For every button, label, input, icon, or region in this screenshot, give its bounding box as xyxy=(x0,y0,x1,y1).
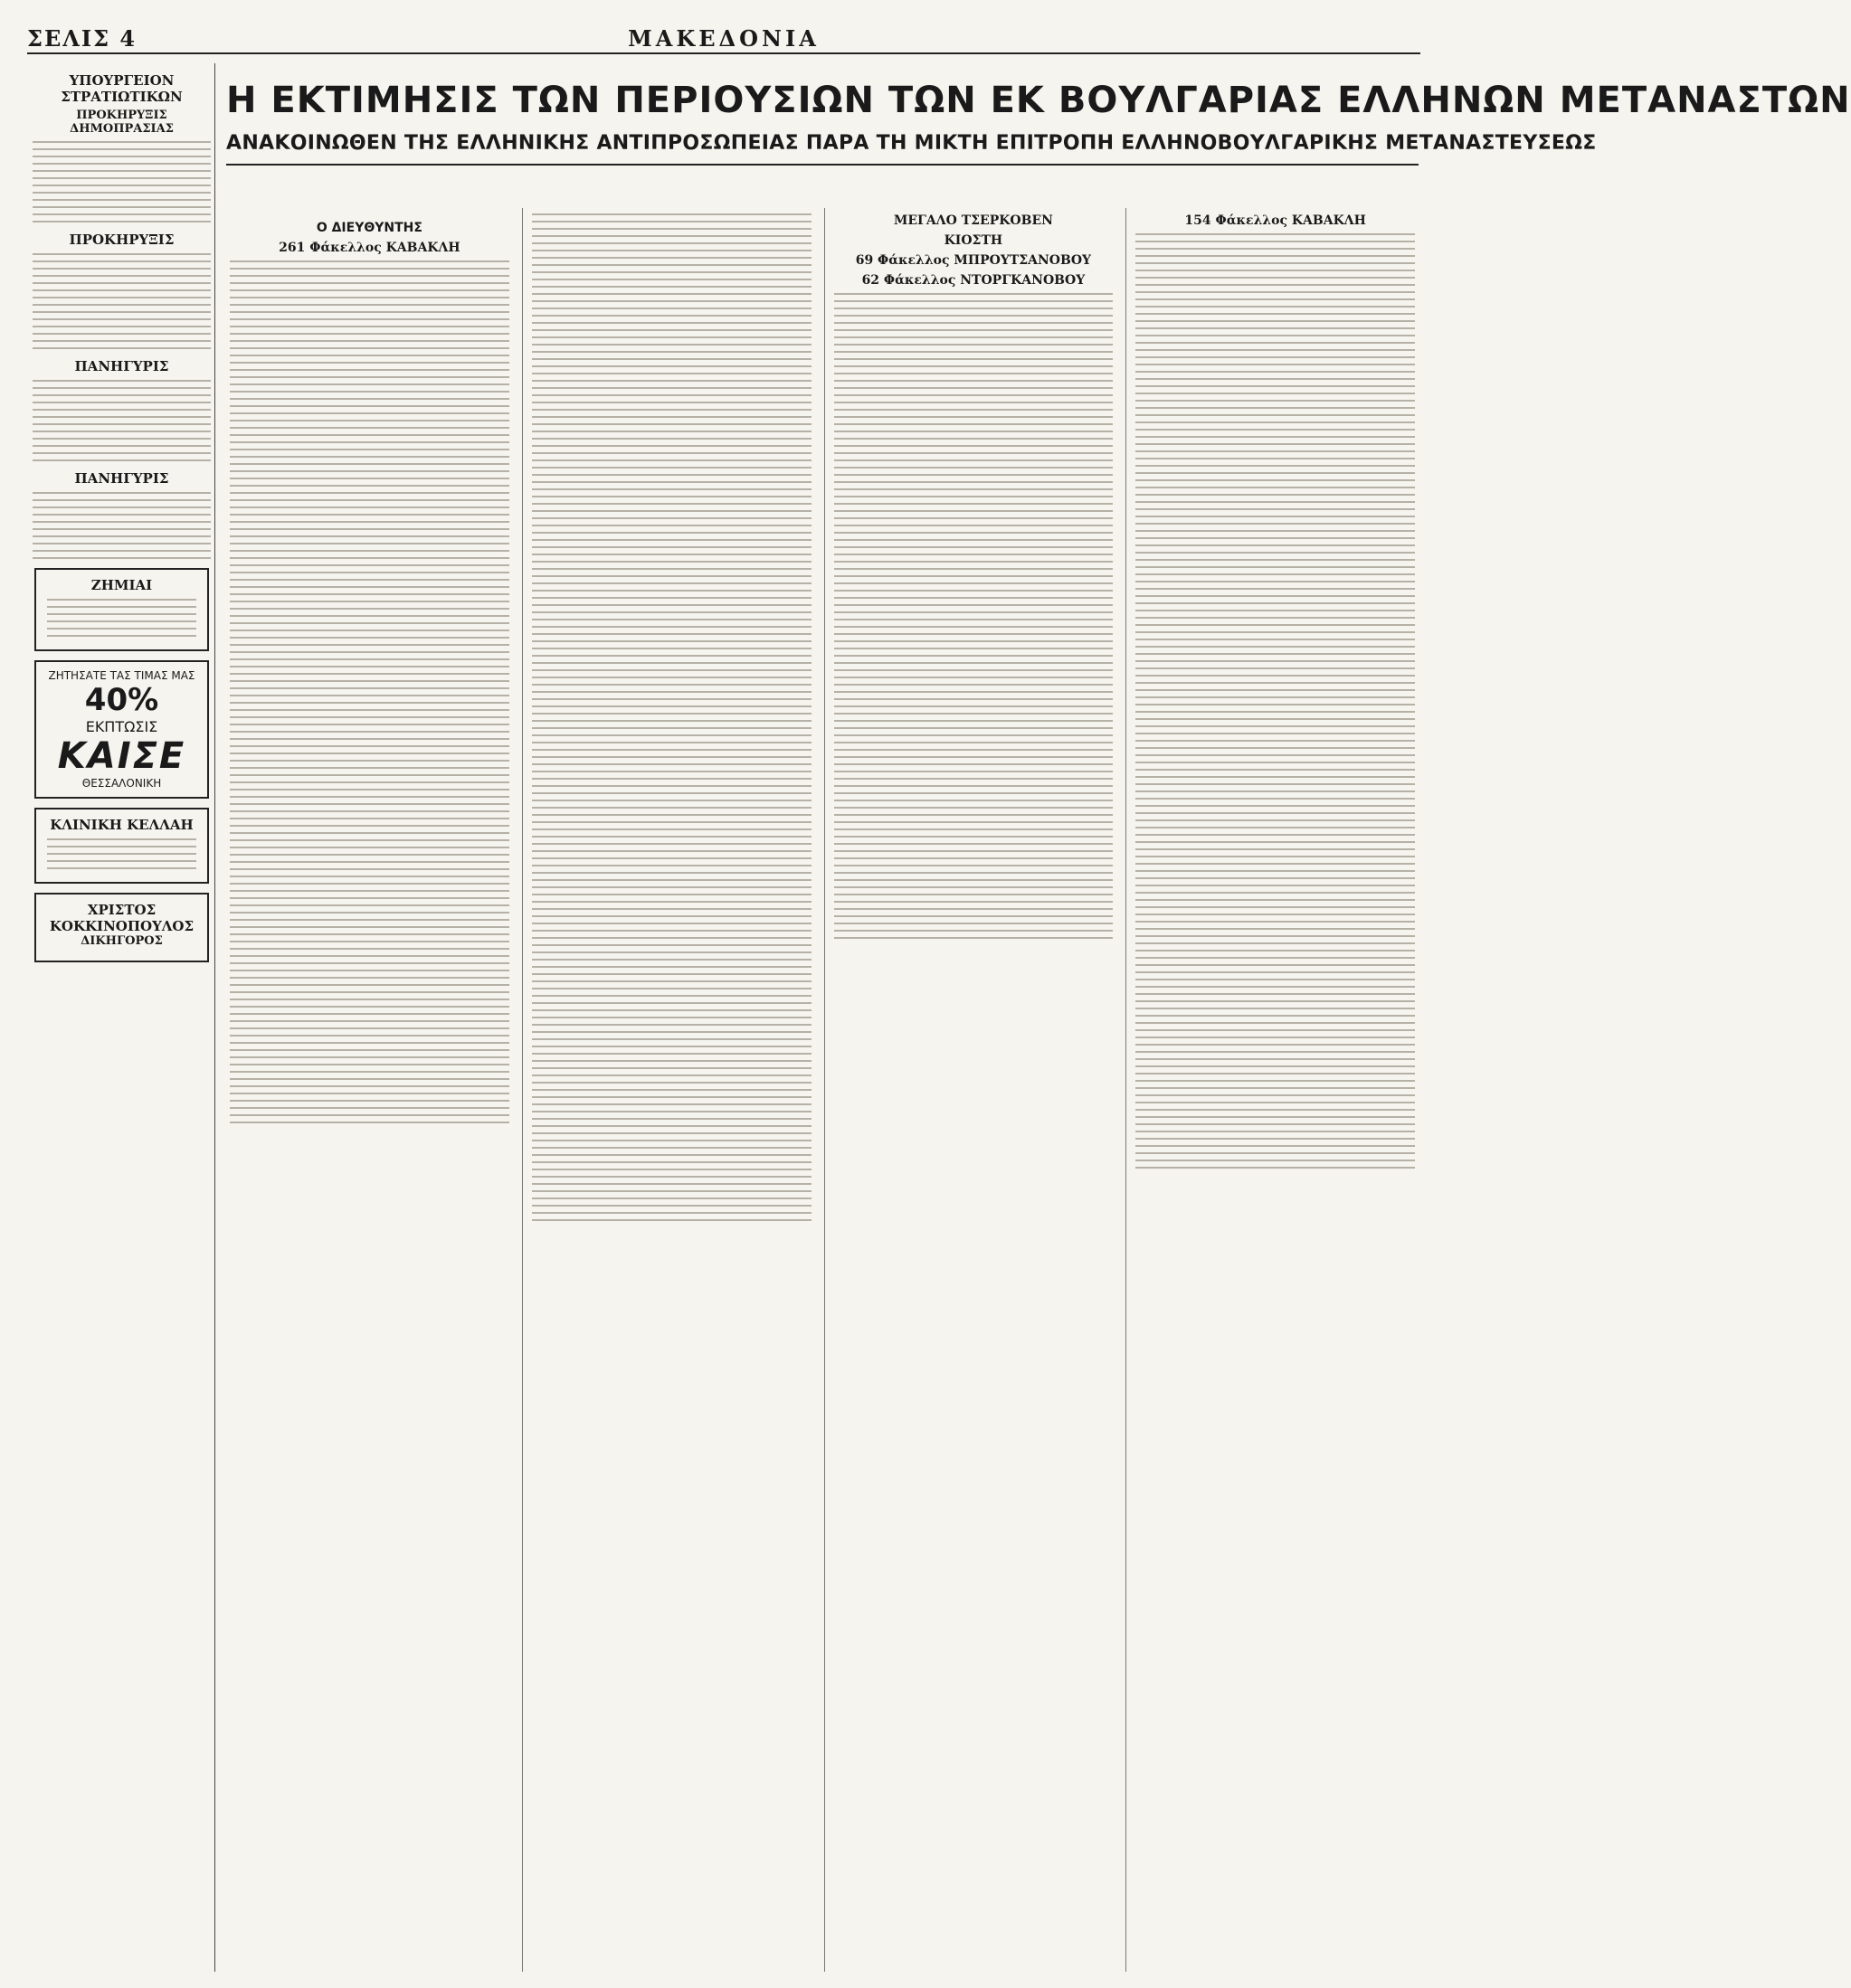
main-article xyxy=(226,63,1851,1972)
newspaper-name: ΜΑΚΕΔΟΝΙΑ xyxy=(628,25,820,52)
section-heading-5: 62 Φάκελλος ΝΤΟΡΓΚΑΝΟΒΟΥ xyxy=(861,273,1086,288)
article-column-4 xyxy=(1125,208,1419,1972)
ministry-subtitle: ΠΡΟΚΗΡΥΞΙΣ ΔΗΜΟΠΡΑΣΙΑΣ xyxy=(70,109,174,136)
losses-title: ΖΗΜΙΑΙ xyxy=(90,577,153,593)
section-heading-2: ΜΕΓΑΛΟ ΤΣΕΡΚΟΒΕΝ xyxy=(893,213,1053,228)
left-column xyxy=(29,63,215,1972)
ministry-body xyxy=(33,141,211,222)
festival-body-2 xyxy=(33,492,211,559)
article-column-1 xyxy=(226,208,513,1972)
lawyer-title: ΔΙΚΗΓΟΡΟΣ xyxy=(81,934,163,948)
section-heading-4: 69 Φάκελλος ΜΠΡΟΥΤΣΑΝΟΒΟΥ xyxy=(855,253,1092,268)
ad-discount-pct: 40% xyxy=(84,682,159,718)
section-heading-6: 154 Φάκελλος ΚΑΒΑΚΛΗ xyxy=(1184,213,1366,228)
losses-box xyxy=(34,568,209,651)
festival-title-1: ΠΑΝΗΓΥΡΙΣ xyxy=(74,358,169,374)
col4-body xyxy=(1135,233,1415,1169)
ad-brand: ΚΑΙΣΕ xyxy=(57,735,186,777)
article-column-3 xyxy=(824,208,1117,1972)
clinic-title: ΚΛΙΝΙΚΗ ΚΕΛΛΑΗ xyxy=(50,817,194,833)
col3-body xyxy=(834,293,1114,939)
ministry-title: ΥΠΟΥΡΓΕΙΟΝ ΣΤΡΑΤΙΩΤΙΚΩΝ xyxy=(61,72,183,105)
page-number: ΣΕΛΙΣ 4 xyxy=(27,25,138,52)
proclamations-title: ΠΡΟΚΗΡΥΞΙΣ xyxy=(69,232,175,248)
subheadline: ΑΝΑΚΟΙΝΩΘΕΝ ΤΗΣ ΕΛΛΗΝΙΚΗΣ ΑΝΤΙΠΡΟΣΩΠΕΙΑΣ ΠΑΡΑ ΤΗ ΜΙΚΤΗ ΕΠΙΤΡΟΠΗ ΕΛΛΗΝΟΒΟΥΛΓΑΡΙΚΗΣ ΜΕΤΑΝΑΣΤΕΥΣΕΩΣ xyxy=(226,132,1597,155)
festival-body-1 xyxy=(33,380,211,461)
col1-body xyxy=(230,260,509,1123)
signature: Ο ΔΙΕΥΘΥΝΤΗΣ xyxy=(316,221,422,235)
festival-title-2: ΠΑΝΗΓΥΡΙΣ xyxy=(74,470,169,487)
masthead xyxy=(27,25,1420,54)
section-heading-3: ΚΙΟΣΤΗ xyxy=(944,233,1003,248)
article-column-2 xyxy=(522,208,815,1972)
lawyer-name: ΧΡΙΣΤΟΣ ΚΟΚΚΙΝΟΠΟΥΛΟΣ xyxy=(49,902,195,934)
article-columns xyxy=(226,208,1419,1972)
proclamations-body xyxy=(33,253,211,349)
section-heading-1: 261 Φάκελλος ΚΑΒΑΚΛΗ xyxy=(279,241,460,255)
ad-discount-word: ΕΚΠΤΩΣΙΣ xyxy=(85,718,158,735)
clinic-ad xyxy=(34,808,209,884)
ad-ask-prices: ΖΗΤΗΣΑΤΕ ΤΑΣ ΤΙΜΑΣ ΜΑΣ xyxy=(48,669,195,682)
ad-city: ΘΕΣΣΑΛΟΝΙΚΗ xyxy=(81,777,162,790)
camera-ad xyxy=(34,660,209,799)
headline: Η ΕΚΤΙΜΗΣΙΣ ΤΩΝ ΠΕΡΙΟΥΣΙΩΝ ΤΩΝ ΕΚ ΒΟΥΛΓΑΡΙΑΣ ΕΛΛΗΝΩΝ ΜΕΤΑΝΑΣΤΩΝ xyxy=(226,80,1851,121)
col2-body xyxy=(532,213,812,1221)
lawyer-ad xyxy=(34,893,209,962)
